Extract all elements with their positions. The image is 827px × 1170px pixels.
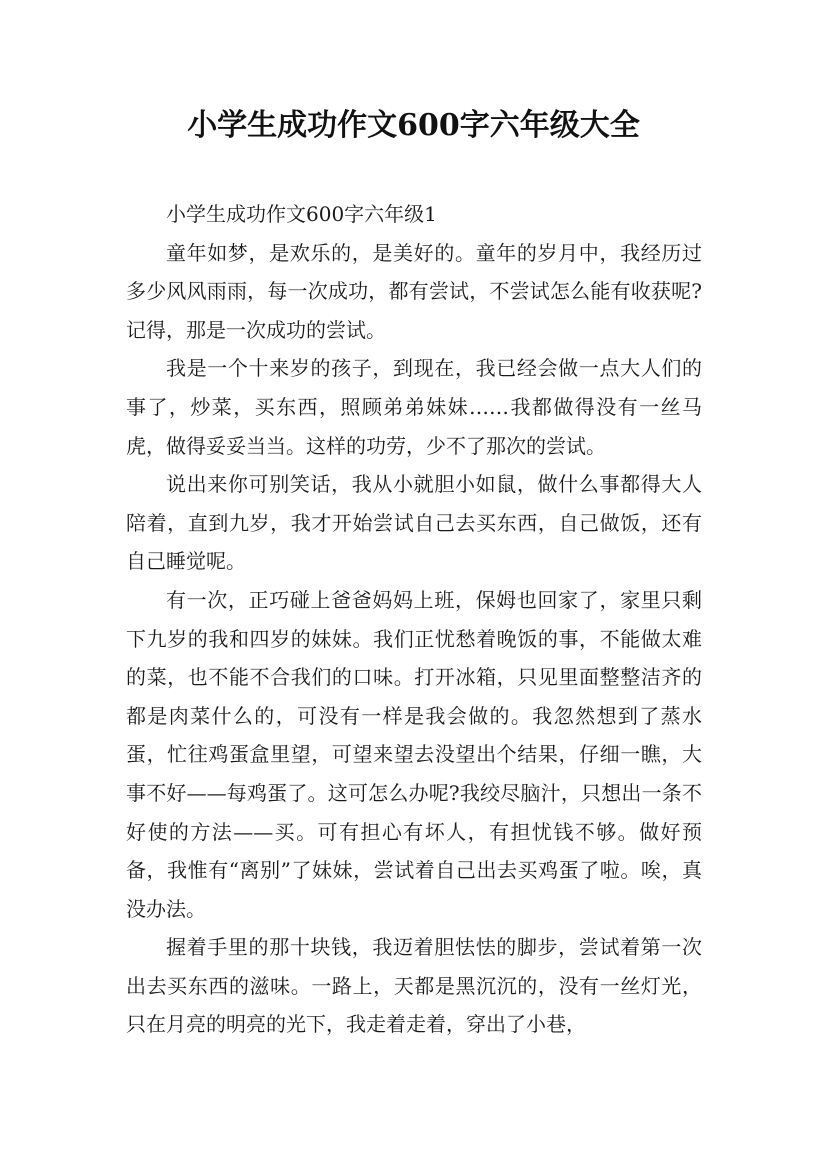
paragraph-3: 说出来你可别笑话，我从小就胆小如鼠，做什么事都得大人陪着，直到九岁，我才开始尝试自己去买东西，自己做饭，还有自己睡觉呢。 bbox=[126, 472, 702, 574]
document-body bbox=[126, 195, 702, 1044]
document-title: 小学生成功作文600字六年级大全 bbox=[187, 108, 640, 143]
paragraph-1: 童年如梦，是欢乐的，是美好的。童年的岁月中，我经历过多少风风雨雨，每一次成功，都有尝试，不尝试怎么能有收获呢?记得，那是一次成功的尝试。 bbox=[126, 240, 702, 342]
article-subtitle: 小学生成功作文600字六年级1 bbox=[166, 202, 437, 226]
paragraph-4: 有一次，正巧碰上爸爸妈妈上班，保姆也回家了，家里只剩下九岁的我和四岁的妹妹。我们正忧愁着晚饭的事，不能做太难的菜，也不能不合我们的口味。打开冰箱，只见里面整整洁齐的都是肉菜什么的，可没有一样是我会做的。我忽然想到了蒸水蛋，忙往鸡蛋盒里望，可望来望去没望出个结果，仔细一瞧，大事不好——每鸡蛋了。这可怎么办呢?我绞尽脑汁，只想出一条不好使的方法——买。可有担心有坏人，有担忧钱不够。做好预备，我惟有“离别”了妹妹，尝试着自己出去买鸡蛋了啦。唉，真没办法。 bbox=[126, 587, 702, 921]
paragraph-2: 我是一个十来岁的孩子，到现在，我已经会做一点大人们的事了，炒菜，买东西，照顾弟弟妹妹……我都做得没有一丝马虎，做得妥妥当当。这样的功劳，少不了那次的尝试。 bbox=[126, 356, 702, 458]
paragraph-5: 握着手里的那十块钱，我迈着胆怯怯的脚步，尝试着第一次出去买东西的滋味。一路上，天都是黑沉沉的，没有一丝灯光，只在月亮的明亮的光下，我走着走着，穿出了小巷， bbox=[126, 935, 702, 1037]
